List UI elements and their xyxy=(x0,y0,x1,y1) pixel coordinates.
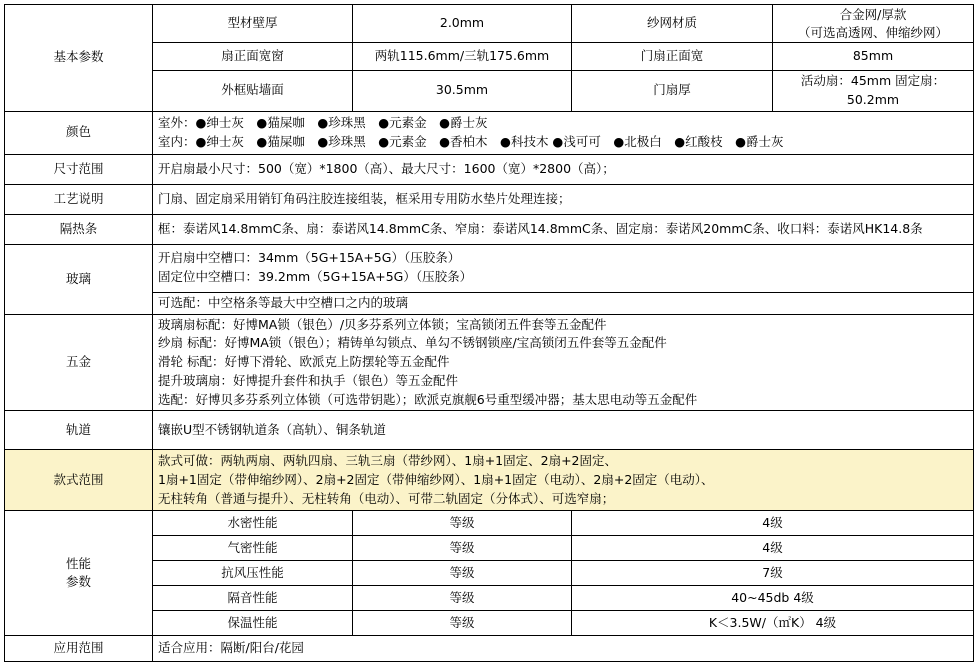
hardware-glass-sash-line: 玻璃扇标配：好博MA锁（银色）/贝多芬系列立体锁；宝高锁闭五件套等五金配件 xyxy=(158,316,607,332)
style-range-row xyxy=(5,450,974,511)
performance-label-line1: 性能 xyxy=(65,555,91,571)
glass-fixed-line: 固定位中空槽口：39.2mm（5G+15A+5G）（压胶条） xyxy=(158,269,473,284)
style-range-line2: 1扇+1固定（带伸缩纱网）、2扇+2固定（带伸缩纱网）、1扇+1固定（电动）、2扇+2固定（电动）、 xyxy=(158,471,714,487)
cell-sash-front-width-value: 两轨115.6mm/三轨175.6mm xyxy=(353,43,572,71)
row-label-performance xyxy=(5,511,153,636)
performance-label-line2: 参数 xyxy=(65,574,91,590)
cell-profile-thickness: 型材壁厚 xyxy=(153,5,353,43)
cell-mesh-material-value xyxy=(773,5,974,43)
hardware-optional-line: 选配：好博贝多芬系列立体锁（可选带钥匙）；欧派克旗舰6号重型缓冲器；基太思电动等五金配件 xyxy=(158,391,698,407)
glass-row-1 xyxy=(5,244,974,292)
cell-wind-resistance-grade: 等级 xyxy=(353,561,572,586)
cell-sash-front-width: 扇正面宽窗 xyxy=(153,43,353,71)
style-range-line1: 款式可做：两轨两扇、两轨四扇、三轨三扇（带纱网）、1扇+1固定、2扇+2固定、 xyxy=(158,453,618,469)
cell-sound-insulation-grade: 等级 xyxy=(353,586,572,611)
cell-color-options xyxy=(153,111,974,154)
cell-mesh-material: 纱网材质 xyxy=(572,5,773,43)
row-label-thermal-strip: 隔热条 xyxy=(5,214,153,244)
cell-track: 镶嵌U型不锈钢轨道条（高轨）、铜条轨道 xyxy=(153,411,974,450)
cell-wind-resistance-value: 7级 xyxy=(572,561,974,586)
row-label-craft: 工艺说明 xyxy=(5,184,153,214)
cell-door-thickness: 门扇厚 xyxy=(572,71,773,112)
cell-heat-insulation-grade: 等级 xyxy=(353,611,572,636)
cell-heat-insulation: 保温性能 xyxy=(153,611,353,636)
thermal-strip-row xyxy=(5,214,974,244)
application-row xyxy=(5,636,974,662)
cell-water-tightness-grade: 等级 xyxy=(353,511,572,536)
row-label-color: 颜色 xyxy=(5,111,153,154)
cell-water-tightness: 水密性能 xyxy=(153,511,353,536)
cell-glass-specs xyxy=(153,244,974,292)
row-label-application: 应用范围 xyxy=(5,636,153,662)
performance-row-water xyxy=(5,511,974,536)
cell-glass-option: 可选配：中空格条等最大中空槽口之内的玻璃 xyxy=(153,292,974,314)
cell-frame-wall-face: 外框贴墙面 xyxy=(153,71,353,112)
color-row xyxy=(5,111,974,154)
cell-craft-description: 门扇、固定扇采用销钉角码注胶连接组装，框采用专用防水垫片处理连接； xyxy=(153,184,974,214)
hardware-mesh-sash-line: 纱扇 标配：好博MA锁（银色）；精铸单勾锁点、单勾不锈钢锁座/宝高锁闭五件套等五金配件 xyxy=(158,335,667,351)
cell-sound-insulation-value: 40~45db 4级 xyxy=(572,586,974,611)
cell-air-tightness: 气密性能 xyxy=(153,536,353,561)
row-label-glass: 玻璃 xyxy=(5,244,153,314)
cell-air-tightness-value: 4级 xyxy=(572,536,974,561)
row-label-size-range: 尺寸范围 xyxy=(5,154,153,184)
mesh-material-line2: （可选高透网、伸缩纱网） xyxy=(797,24,948,40)
cell-size-range: 开启扇最小尺寸：500（宽）*1800（高）、最大尺寸：1600（宽）*2800（高）； xyxy=(153,154,974,184)
cell-profile-thickness-value: 2.0mm xyxy=(353,5,572,43)
glass-opening-line: 开启扇中空槽口：34mm（5G+15A+5G）（压胶条） xyxy=(158,250,461,266)
cell-application: 适合应用：隔断/阳台/花园 xyxy=(153,636,974,662)
cell-hardware-specs xyxy=(153,314,974,411)
hardware-row xyxy=(5,314,974,411)
color-outdoor-line: 室外：●绅士灰 ●猫屎咖 ●珍珠黑 ●元素金 ●爵士灰 xyxy=(158,114,488,130)
cell-door-front-width: 门扇正面宽 xyxy=(572,43,773,71)
style-range-line3: 无柱转角（普通与提升）、无柱转角（电动）、可带二轨固定（分体式）、可选窄扇； xyxy=(158,490,615,506)
mesh-material-line1: 合金网/厚款 xyxy=(839,7,907,22)
cell-frame-wall-face-value: 30.5mm xyxy=(353,71,572,112)
row-label-basic-params: 基本参数 xyxy=(5,5,153,112)
row-label-track: 轨道 xyxy=(5,411,153,450)
track-row xyxy=(5,411,974,450)
cell-heat-insulation-value: K＜3.5W/（㎡K） 4级 xyxy=(572,611,974,636)
spec-table xyxy=(4,4,974,662)
hardware-roller-line: 滑轮 标配：好博下滑轮、欧派克上防摆轮等五金配件 xyxy=(158,354,450,369)
cell-door-thickness-value: 活动扇：45mm 固定扇：50.2mm xyxy=(773,71,974,112)
color-indoor-line: 室内：●绅士灰 ●猫屎咖 ●珍珠黑 ●元素金 ●香柏木 ●科技木 ●浅可可 ●北极白 ●红酸枝 ●爵士灰 xyxy=(158,133,784,149)
basic-params-row-1 xyxy=(5,5,974,43)
row-label-hardware: 五金 xyxy=(5,314,153,411)
row-label-style-range: 款式范围 xyxy=(5,450,153,511)
cell-door-front-width-value: 85mm xyxy=(773,43,974,71)
cell-thermal-strip: 框：泰诺风14.8mmC条、扇：泰诺风14.8mmC条、窄扇：泰诺风14.8mmC条、固定扇：泰诺风20mmC条、收口料：泰诺风HK14.8条 xyxy=(153,214,974,244)
cell-sound-insulation: 隔音性能 xyxy=(153,586,353,611)
cell-style-range xyxy=(153,450,974,511)
cell-wind-resistance: 抗风压性能 xyxy=(153,561,353,586)
size-range-row xyxy=(5,154,974,184)
cell-air-tightness-grade: 等级 xyxy=(353,536,572,561)
hardware-lift-sash-line: 提升玻璃扇：好博提升套件和执手（银色）等五金配件 xyxy=(158,372,459,388)
cell-water-tightness-value: 4级 xyxy=(572,511,974,536)
craft-row xyxy=(5,184,974,214)
